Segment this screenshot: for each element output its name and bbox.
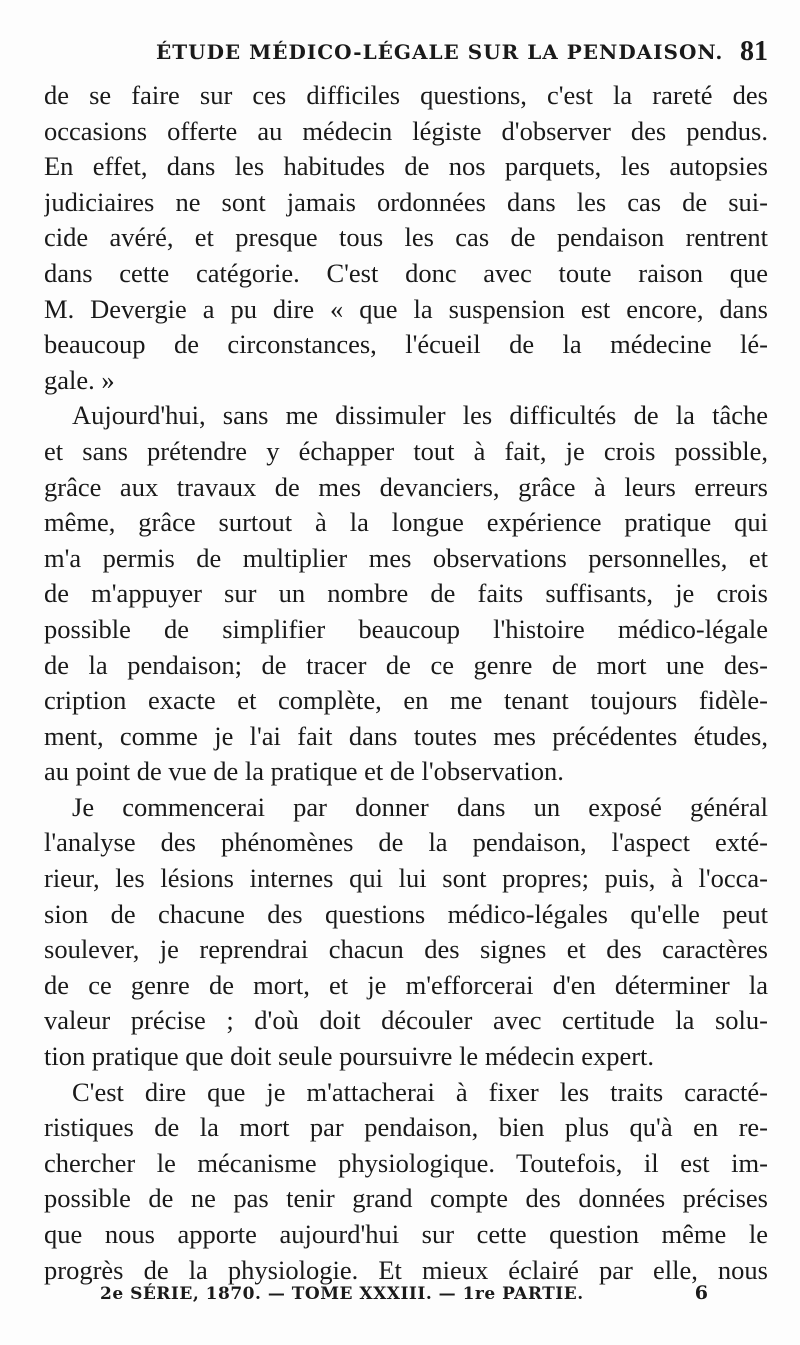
text-line: ristiques de la mort par pendaison, bien plus qu'à en re- <box>44 1112 768 1143</box>
text-line: grâce aux travaux de mes devanciers, grâce à leurs erreurs <box>44 471 768 502</box>
text-line: rieur, les lésions internes qui lui sont propres; puis, à l'occa- <box>44 863 768 894</box>
text-block <box>44 78 768 1288</box>
text-line: ment, comme je l'ai fait dans toutes mes précédentes études, <box>44 720 768 751</box>
text-line: C'est dire que je m'attacherai à fixer les traits caracté- <box>72 1076 768 1107</box>
text-line: de m'appuyer sur un nombre de faits suffisants, je crois <box>44 578 768 609</box>
text-line: sion de chacune des questions médico-légales qu'elle peut <box>44 898 768 929</box>
text-line: de ce genre de mort, et je m'efforcerai d'en déterminer la <box>44 969 768 1000</box>
text-line: M. Devergie a pu dire « que la suspension est encore, dans <box>44 293 768 324</box>
text-line: progrès de la physiologie. Et mieux éclairé par elle, nous <box>44 1254 768 1285</box>
text-line: beaucoup de circonstances, l'écueil de la médecine lé- <box>44 329 768 360</box>
text-line: En effet, dans les habitudes de nos parquets, les autopsies <box>44 151 768 182</box>
text-line: que nous apporte aujourd'hui sur cette question même le <box>44 1219 768 1249</box>
text-line: gale. » <box>44 364 115 395</box>
text-line: de la pendaison; de tracer de ce genre de mort une des- <box>44 649 768 680</box>
text-line: cription exacte et complète, en me tenant toujours fidèle- <box>44 685 768 716</box>
page-number: 81 <box>740 36 768 67</box>
running-head <box>44 36 768 70</box>
text-line: Je commencerai par donner dans un exposé général <box>72 791 768 822</box>
page-footer <box>44 1280 768 1310</box>
series-signature: 2e SÉRIE, 1870. — TOME XXXIII. — 1re PARTIE. <box>100 1284 584 1304</box>
paragraph-1 <box>44 78 768 398</box>
paragraph-2 <box>44 398 768 790</box>
text-line: chercher le mécanisme physiologique. Toutefois, il est im- <box>44 1147 768 1178</box>
sheet-number: 6 <box>694 1282 708 1304</box>
text-line: Aujourd'hui, sans me dissimuler les difficultés de la tâche <box>72 400 768 431</box>
text-line: dans cette catégorie. C'est donc avec toute raison que <box>44 257 768 288</box>
text-line: et sans prétendre y échapper tout à fait, je crois possible, <box>44 435 768 466</box>
text-line: au point de vue de la pratique et de l'observation. <box>44 756 564 787</box>
paragraph-3 <box>44 790 768 1075</box>
paragraph-4 <box>44 1075 768 1289</box>
text-line: l'analyse des phénomènes de la pendaison, l'aspect exté- <box>44 827 768 858</box>
text-line: occasions offerte au médecin légiste d'observer des pendus. <box>44 115 768 146</box>
text-line: cide avéré, et presque tous les cas de pendaison rentrent <box>44 222 768 253</box>
text-line: possible de ne pas tenir grand compte des données précises <box>44 1183 768 1214</box>
text-line: tion pratique que doit seule poursuivre le médecin expert. <box>44 1041 655 1072</box>
text-line: m'a permis de multiplier mes observations personnelles, et <box>44 542 768 573</box>
text-line: valeur précise ; d'où doit découler avec certitude la solu- <box>44 1005 768 1036</box>
running-title: ÉTUDE MÉDICO-LÉGALE SUR LA PENDAISON. <box>156 40 724 64</box>
text-line: même, grâce surtout à la longue expérience pratique qui <box>44 507 768 538</box>
text-line: possible de simplifier beaucoup l'histoire médico-légale <box>44 613 768 644</box>
text-line: judiciaires ne sont jamais ordonnées dans les cas de sui- <box>44 186 768 217</box>
text-line: soulever, je reprendrai chacun des signes et des caractères <box>44 934 768 965</box>
text-line: de se faire sur ces difficiles questions, c'est la rareté des <box>44 80 768 110</box>
